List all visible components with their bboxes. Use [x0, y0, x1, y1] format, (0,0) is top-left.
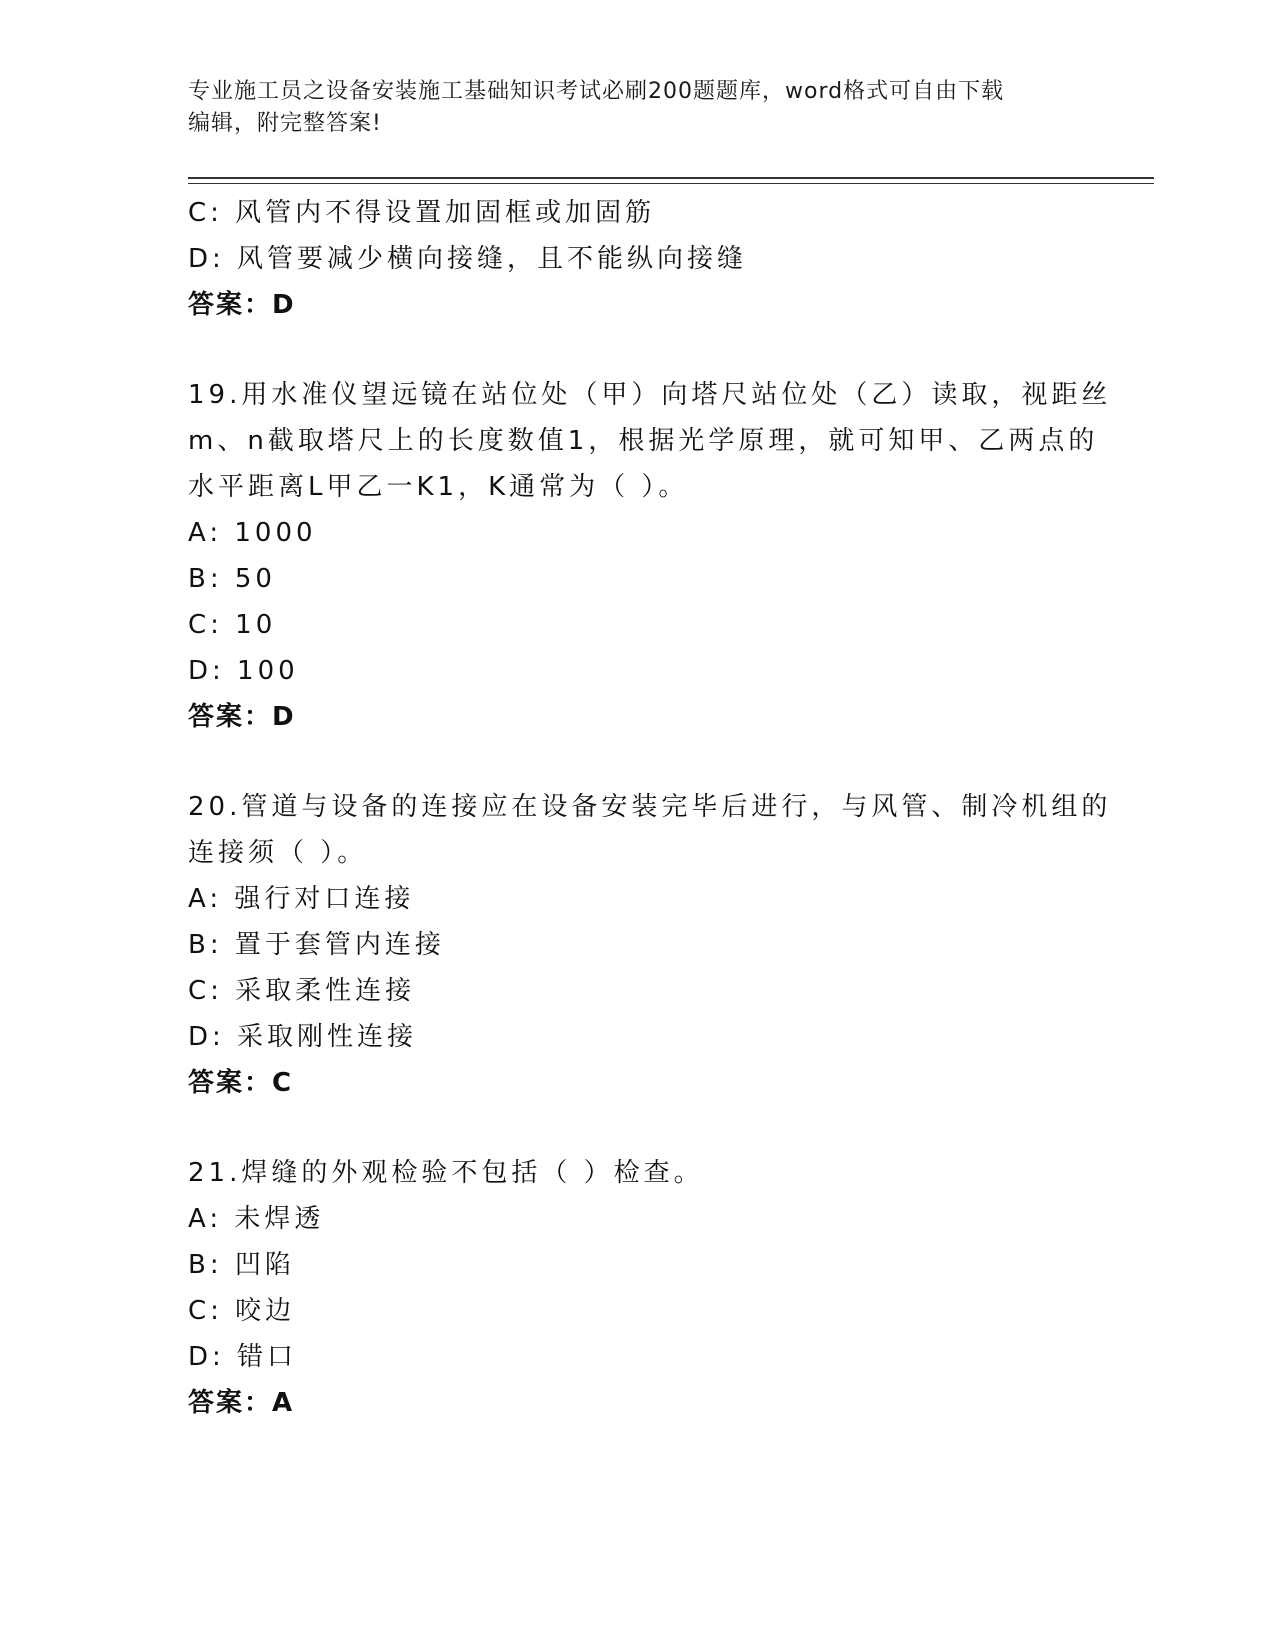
- question-text-line: 水平距离L甲乙一K1，K通常为（ ）。: [188, 472, 689, 502]
- question-text-line: 连接须（ ）。: [188, 838, 368, 868]
- question-text-line: 19.用水准仪望远镜在站位处（甲）向塔尺站位处（乙）读取，视距丝: [188, 380, 1112, 410]
- option-a: A: 1000: [188, 518, 317, 548]
- answer-label: 答案：D: [188, 290, 296, 320]
- option-c: C: 咬边: [188, 1296, 296, 1326]
- option-c: C: 10: [188, 610, 277, 640]
- header-divider-thick: [188, 177, 1154, 179]
- question-21: [188, 1150, 1108, 1426]
- option-b: B: 凹陷: [188, 1250, 295, 1280]
- question-text-line: 21.焊缝的外观检验不包括（ ）检查。: [188, 1158, 704, 1188]
- option-b: B: 50: [188, 564, 276, 594]
- header-divider-thin: [188, 183, 1154, 184]
- option-b: B: 置于套管内连接: [188, 930, 445, 960]
- option-d: D: 错口: [188, 1342, 298, 1372]
- header-line-2: 编辑，附完整答案!: [188, 111, 382, 136]
- option-d: D: 100: [188, 656, 299, 686]
- answer-label: 答案：D: [188, 702, 296, 732]
- question-18-continued: [188, 190, 1108, 328]
- answer-label: 答案：A: [188, 1388, 295, 1418]
- question-list: [188, 190, 1112, 1426]
- option-c: C: 采取柔性连接: [188, 976, 416, 1006]
- option-a: A: 强行对口连接: [188, 884, 415, 914]
- question-text-line: 20.管道与设备的连接应在设备安装完毕后进行，与风管、制冷机组的: [188, 792, 1112, 822]
- option-c: C: 风管内不得设置加固框或加固筋: [188, 198, 656, 228]
- header-line-1: 专业施工员之设备安装施工基础知识考试必刷200题题库，word格式可自由下载: [188, 79, 1005, 104]
- question-19: [188, 372, 1112, 740]
- question-text-line: m、n截取塔尺上的长度数值1，根据光学原理，就可知甲、乙两点的: [188, 426, 1099, 456]
- answer-label: 答案：C: [188, 1068, 294, 1098]
- question-20: [188, 784, 1112, 1106]
- document-header: [188, 76, 1088, 140]
- option-d: D: 采取刚性连接: [188, 1022, 418, 1052]
- option-d: D: 风管要减少横向接缝，且不能纵向接缝: [188, 244, 748, 274]
- option-a: A: 未焊透: [188, 1204, 325, 1234]
